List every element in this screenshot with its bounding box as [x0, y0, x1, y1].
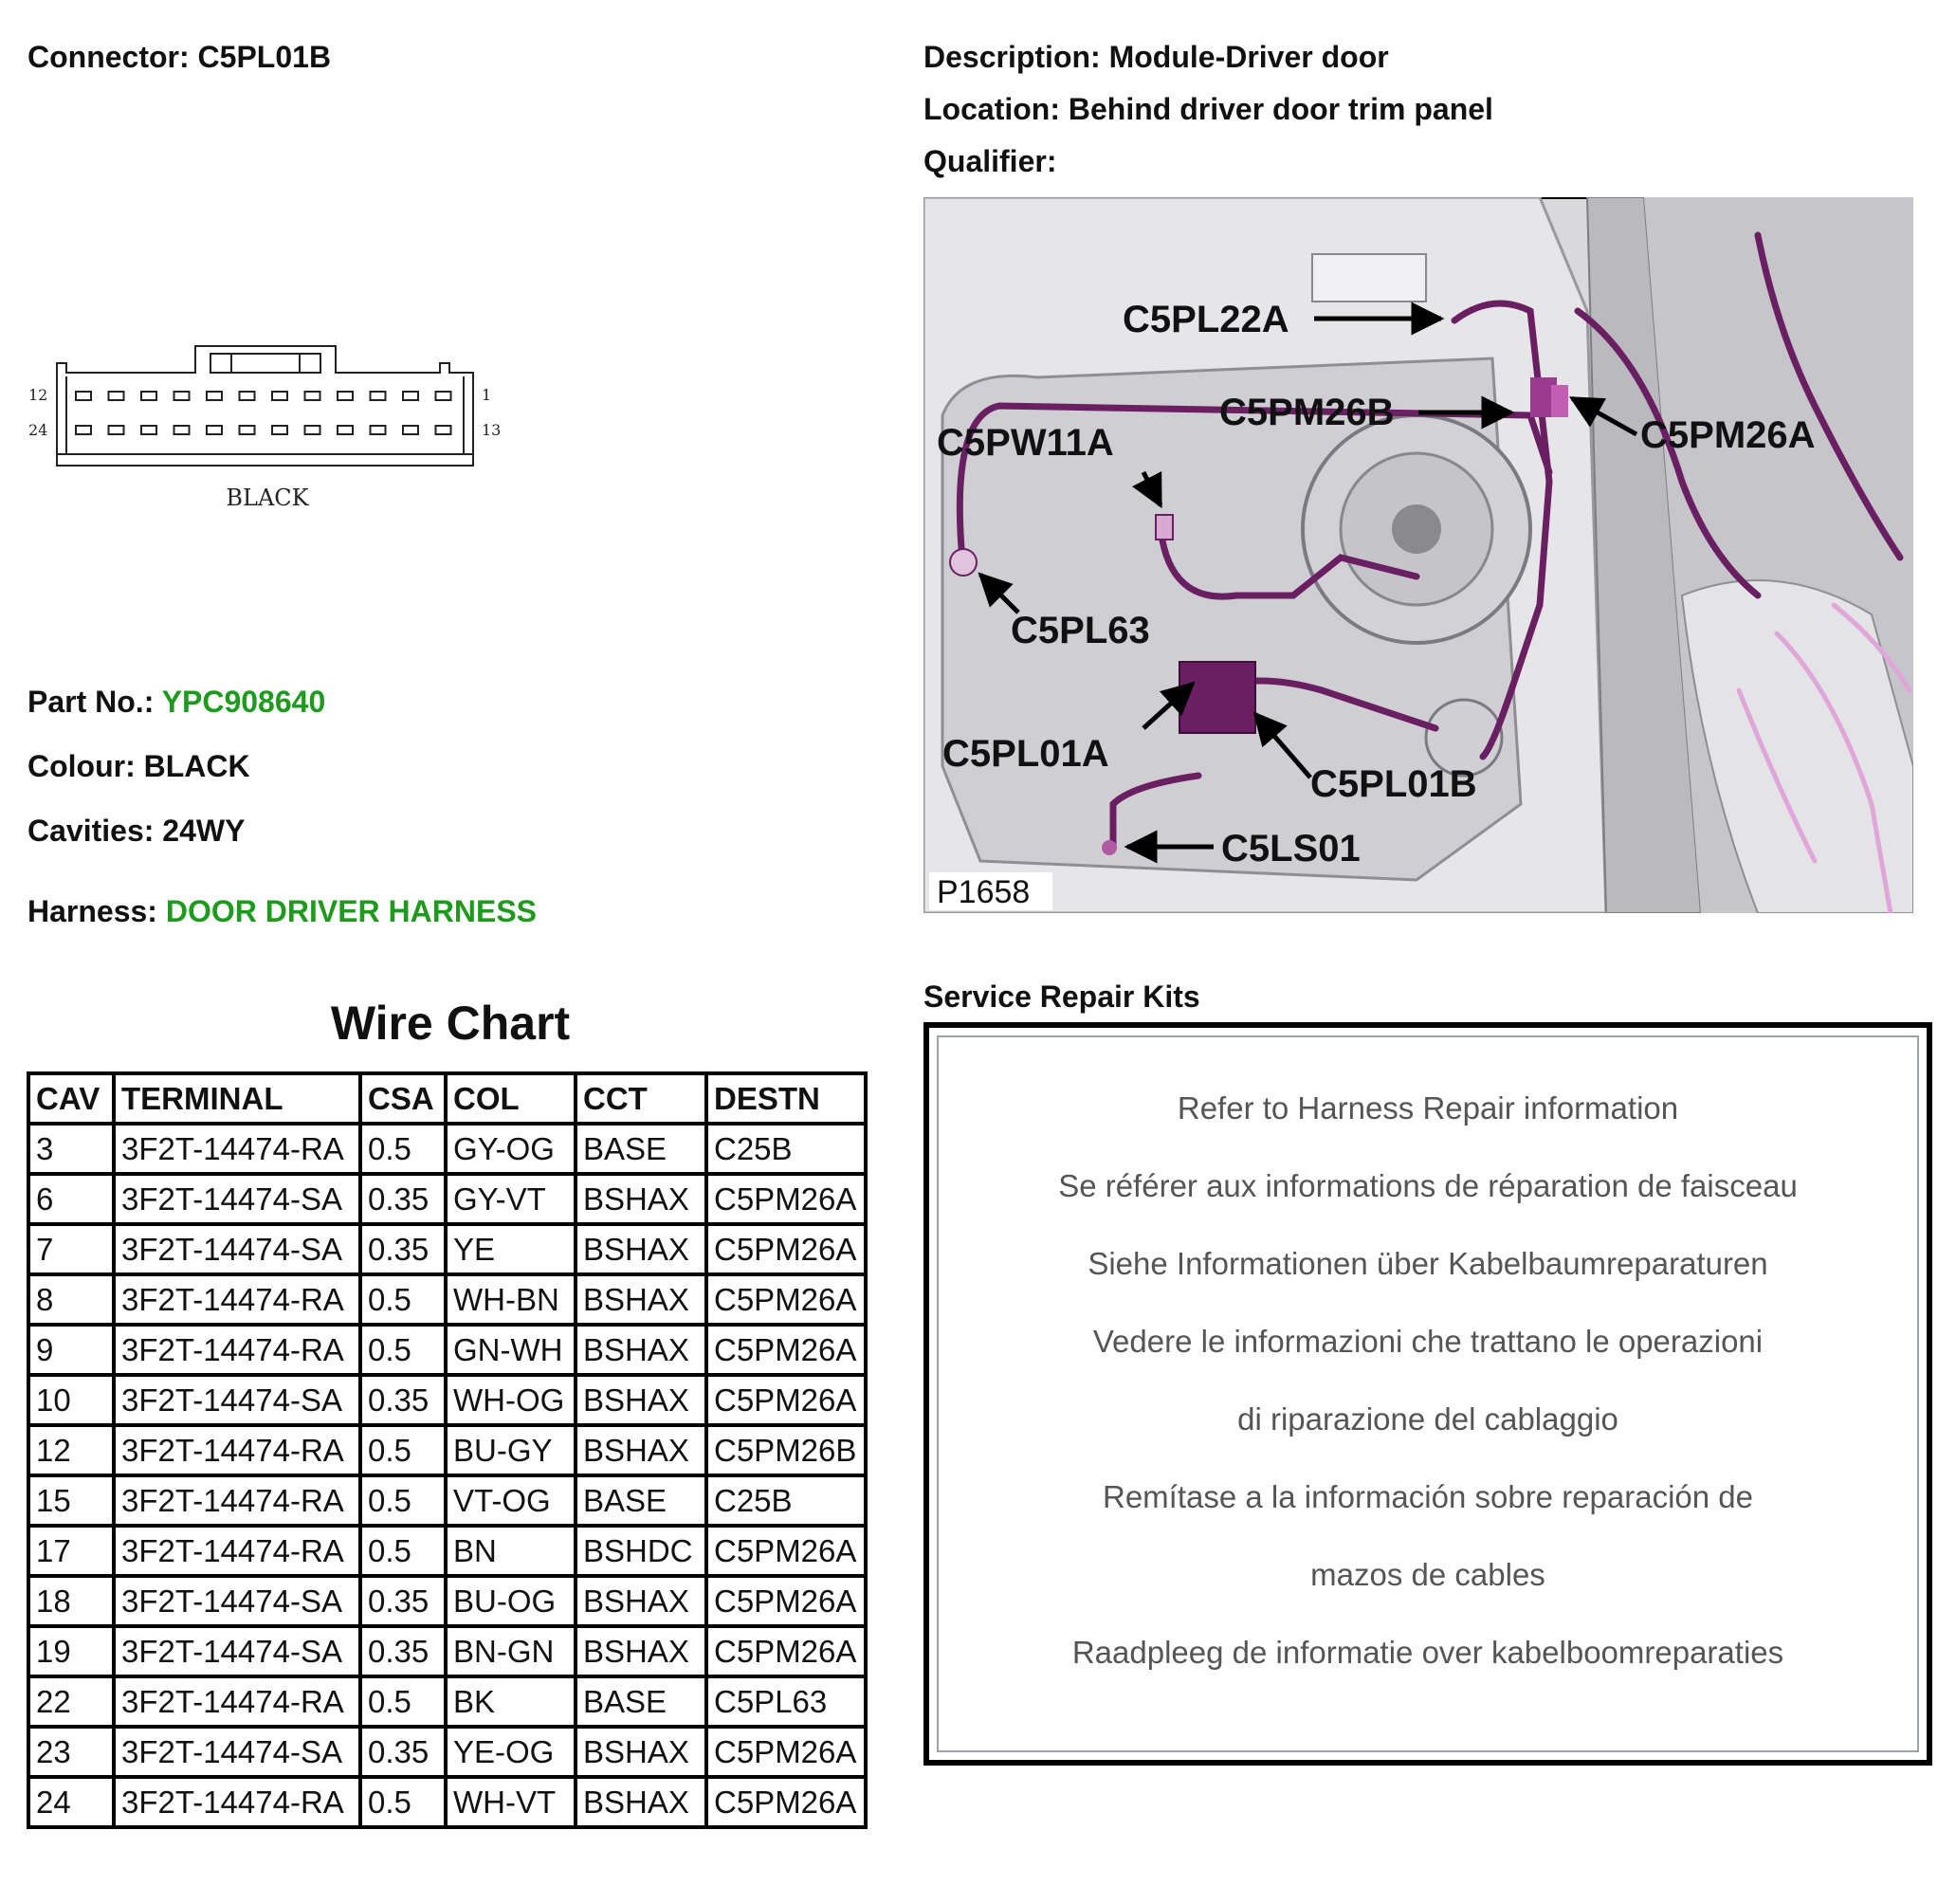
cell-col: WH-VT: [446, 1777, 576, 1827]
connector-heading: [27, 40, 331, 75]
callout-c5pl01a: C5PL01A: [942, 733, 1109, 775]
cavities-label: Cavities:: [27, 814, 155, 848]
cell-col: VT-OG: [446, 1475, 576, 1526]
cell-cav: 3: [28, 1124, 114, 1174]
location-label: Location:: [923, 92, 1060, 126]
pin-cavity: [403, 392, 418, 400]
kit-line: Se référer aux informations de réparation de faisceau: [1058, 1168, 1798, 1203]
colour-row: [27, 749, 250, 784]
callout-c5pw11a: C5PW11A: [937, 422, 1114, 464]
cell-destn: C25B: [706, 1124, 866, 1174]
cell-csa: 0.5: [360, 1526, 446, 1576]
cell-col: BU-OG: [446, 1576, 576, 1626]
cell-cav: 7: [28, 1224, 114, 1274]
cell-csa: 0.35: [360, 1727, 446, 1777]
pin-cavity: [207, 392, 222, 400]
pin-cavity: [109, 392, 124, 400]
part-number: [27, 685, 325, 720]
pin-cavity: [403, 426, 418, 434]
cell-cav: 23: [28, 1727, 114, 1777]
cavities-value: 24WY: [162, 814, 246, 848]
cell-csa: 0.5: [360, 1475, 446, 1526]
pin-cavity: [436, 392, 451, 400]
kit-line: Refer to Harness Repair information: [1177, 1090, 1679, 1126]
pin-cavity: [305, 392, 320, 400]
pin-label-13: 13: [482, 421, 502, 439]
cell-destn: C5PM26A: [706, 1526, 866, 1576]
cell-csa: 0.35: [360, 1375, 446, 1425]
cell-cav: 17: [28, 1526, 114, 1576]
description-value: Module-Driver door: [1108, 40, 1389, 74]
cell-csa: 0.35: [360, 1626, 446, 1676]
pin-row-top: [76, 392, 451, 400]
wire-chart-body: [28, 1124, 866, 1827]
cell-destn: C5PM26B: [706, 1425, 866, 1475]
cell-col: WH-OG: [446, 1375, 576, 1425]
pin-cavity: [76, 392, 91, 400]
cell-cav: 6: [28, 1174, 114, 1224]
cell-destn: C5PL63: [706, 1676, 866, 1727]
header-cct: CCT: [576, 1073, 706, 1124]
kit-line: Raadpleeg de informatie over kabelboomreparaties: [1071, 1635, 1784, 1670]
header-cav: CAV: [28, 1073, 114, 1124]
callout-c5pm26b: C5PM26B: [1219, 392, 1395, 433]
harness-row: [27, 894, 537, 929]
cell-destn: C5PM26A: [706, 1325, 866, 1375]
cell-terminal: 3F2T-14474-SA: [114, 1727, 360, 1777]
cell-terminal: 3F2T-14474-SA: [114, 1626, 360, 1676]
cell-csa: 0.5: [360, 1425, 446, 1475]
cell-cav: 10: [28, 1375, 114, 1425]
pin-cavity: [141, 392, 156, 400]
cell-csa: 0.5: [360, 1274, 446, 1325]
pin-label-24: 24: [28, 421, 48, 439]
service-repair-kits-title: Service Repair Kits: [923, 979, 1200, 1014]
callout-c5ls01: C5LS01: [1221, 828, 1361, 870]
pin-cavity: [76, 426, 91, 434]
service-repair-kits-panel: [937, 1035, 1919, 1752]
cell-col: BK: [446, 1676, 576, 1727]
cell-col: GY-OG: [446, 1124, 576, 1174]
cell-destn: C5PM26A: [706, 1274, 866, 1325]
cell-cav: 18: [28, 1576, 114, 1626]
pin-label-12: 12: [28, 386, 48, 404]
cell-destn: C5PM26A: [706, 1576, 866, 1626]
pin-cavity: [109, 426, 124, 434]
cavities-row: [27, 814, 245, 849]
table-row: [28, 1274, 866, 1325]
table-row: [28, 1375, 866, 1425]
pin-cavity: [174, 392, 190, 400]
cell-col: GN-WH: [446, 1325, 576, 1375]
pin-cavity: [272, 426, 287, 434]
cell-terminal: 3F2T-14474-RA: [114, 1526, 360, 1576]
cell-destn: C5PM26A: [706, 1777, 866, 1827]
kit-line: Remítase a la información sobre reparación de: [1102, 1479, 1754, 1514]
connector-location-photo: [923, 197, 1913, 913]
cell-csa: 0.5: [360, 1124, 446, 1174]
cell-cct: BSHAX: [576, 1626, 706, 1676]
header-col: COL: [446, 1073, 576, 1124]
cell-cav: 19: [28, 1626, 114, 1676]
cell-csa: 0.5: [360, 1676, 446, 1727]
connector-colour-caption: BLACK: [226, 485, 309, 511]
table-row: [28, 1626, 866, 1676]
wire-chart-header-row: [28, 1073, 866, 1124]
table-row: [28, 1526, 866, 1576]
wire-chart-title: Wire Chart: [330, 997, 571, 1050]
cell-cct: BSHAX: [576, 1224, 706, 1274]
harness-value[interactable]: DOOR DRIVER HARNESS: [165, 894, 537, 928]
wire-chart-table: [27, 1071, 868, 1829]
location-value: Behind driver door trim panel: [1068, 92, 1493, 126]
cell-terminal: 3F2T-14474-RA: [114, 1325, 360, 1375]
connector-value: C5PL01B: [197, 40, 332, 74]
pin-cavity: [174, 426, 190, 434]
cell-terminal: 3F2T-14474-SA: [114, 1375, 360, 1425]
connector-face-diagram: [23, 337, 516, 517]
header-csa: CSA: [360, 1073, 446, 1124]
table-row: [28, 1174, 866, 1224]
part-label: Part No.:: [27, 685, 155, 719]
cell-cav: 8: [28, 1274, 114, 1325]
cell-col: YE: [446, 1224, 576, 1274]
cell-cct: BSHAX: [576, 1325, 706, 1375]
cell-col: YE-OG: [446, 1727, 576, 1777]
cell-csa: 0.35: [360, 1174, 446, 1224]
pin-label-1: 1: [482, 386, 492, 404]
table-row: [28, 1727, 866, 1777]
cell-cct: BASE: [576, 1124, 706, 1174]
callout-c5pl22a: C5PL22A: [1123, 299, 1289, 340]
colour-label: Colour:: [27, 749, 136, 783]
cell-cct: BSHAX: [576, 1174, 706, 1224]
pin-cavity: [338, 426, 353, 434]
cell-terminal: 3F2T-14474-SA: [114, 1576, 360, 1626]
service-repair-kits-box: [923, 1022, 1932, 1766]
harness-label: Harness:: [27, 894, 157, 928]
cell-col: BU-GY: [446, 1425, 576, 1475]
table-row: [28, 1676, 866, 1727]
cell-destn: C25B: [706, 1475, 866, 1526]
pin-cavity: [240, 426, 255, 434]
table-row: [28, 1224, 866, 1274]
callout-c5pl01b: C5PL01B: [1310, 763, 1477, 805]
connector-label: Connector:: [27, 40, 190, 74]
table-row: [28, 1777, 866, 1827]
cell-cav: 22: [28, 1676, 114, 1727]
table-row: [28, 1124, 866, 1174]
cell-col: BN: [446, 1526, 576, 1576]
cell-destn: C5PM26A: [706, 1174, 866, 1224]
cell-cct: BSHAX: [576, 1727, 706, 1777]
cell-cct: BSHDC: [576, 1526, 706, 1576]
pin-cavity: [240, 392, 255, 400]
cell-cct: BSHAX: [576, 1375, 706, 1425]
header-terminal: TERMINAL: [114, 1073, 360, 1124]
cell-cct: BASE: [576, 1676, 706, 1727]
cell-cct: BSHAX: [576, 1425, 706, 1475]
callout-c5pm26a: C5PM26A: [1640, 414, 1816, 456]
table-row: [28, 1325, 866, 1375]
kit-line: Siehe Informationen über Kabelbaumreparaturen: [1088, 1246, 1768, 1281]
cell-destn: C5PM26A: [706, 1727, 866, 1777]
cell-col: BN-GN: [446, 1626, 576, 1676]
pin-cavity: [371, 426, 386, 434]
pin-cavity: [207, 426, 222, 434]
description-label: Description:: [923, 40, 1101, 74]
pin-cavity: [371, 392, 386, 400]
callout-c5pl63: C5PL63: [1011, 610, 1150, 651]
pin-cavity: [436, 426, 451, 434]
cell-terminal: 3F2T-14474-RA: [114, 1777, 360, 1827]
kit-line: Vedere le informazioni che trattano le operazioni: [1092, 1324, 1764, 1359]
cell-destn: C5PM26A: [706, 1375, 866, 1425]
cell-csa: 0.5: [360, 1777, 446, 1827]
cell-cct: BSHAX: [576, 1777, 706, 1827]
cell-terminal: 3F2T-14474-RA: [114, 1475, 360, 1526]
part-value[interactable]: YPC908640: [161, 685, 326, 719]
cell-cav: 12: [28, 1425, 114, 1475]
cell-csa: 0.5: [360, 1325, 446, 1375]
cell-terminal: 3F2T-14474-SA: [114, 1224, 360, 1274]
cell-col: GY-VT: [446, 1174, 576, 1224]
location-heading: [923, 92, 1493, 127]
cell-cct: BSHAX: [576, 1576, 706, 1626]
cell-csa: 0.35: [360, 1576, 446, 1626]
table-row: [28, 1576, 866, 1626]
cell-terminal: 3F2T-14474-RA: [114, 1124, 360, 1174]
pin-row-bottom: [76, 426, 451, 434]
cell-col: WH-BN: [446, 1274, 576, 1325]
pin-cavity: [272, 392, 287, 400]
cell-terminal: 3F2T-14474-SA: [114, 1174, 360, 1224]
kit-line: di riparazione del cablaggio: [1237, 1401, 1618, 1437]
colour-value: BLACK: [143, 749, 250, 783]
photo-reference: P1658: [937, 874, 1031, 910]
pin-cavity: [338, 392, 353, 400]
cell-cav: 9: [28, 1325, 114, 1375]
description-heading: [923, 40, 1389, 75]
pin-cavity: [305, 426, 320, 434]
cell-csa: 0.35: [360, 1224, 446, 1274]
cell-cav: 15: [28, 1475, 114, 1526]
qualifier-label: Qualifier:: [923, 144, 1057, 178]
pin-cavity: [141, 426, 156, 434]
cell-cct: BSHAX: [576, 1274, 706, 1325]
cell-cav: 24: [28, 1777, 114, 1827]
table-row: [28, 1425, 866, 1475]
cell-cct: BASE: [576, 1475, 706, 1526]
cell-terminal: 3F2T-14474-RA: [114, 1676, 360, 1727]
kit-line: mazos de cables: [1310, 1557, 1545, 1592]
cell-terminal: 3F2T-14474-RA: [114, 1274, 360, 1325]
cell-destn: C5PM26A: [706, 1224, 866, 1274]
header-destn: DESTN: [706, 1073, 866, 1124]
cell-destn: C5PM26A: [706, 1626, 866, 1676]
table-row: [28, 1475, 866, 1526]
cell-terminal: 3F2T-14474-RA: [114, 1425, 360, 1475]
